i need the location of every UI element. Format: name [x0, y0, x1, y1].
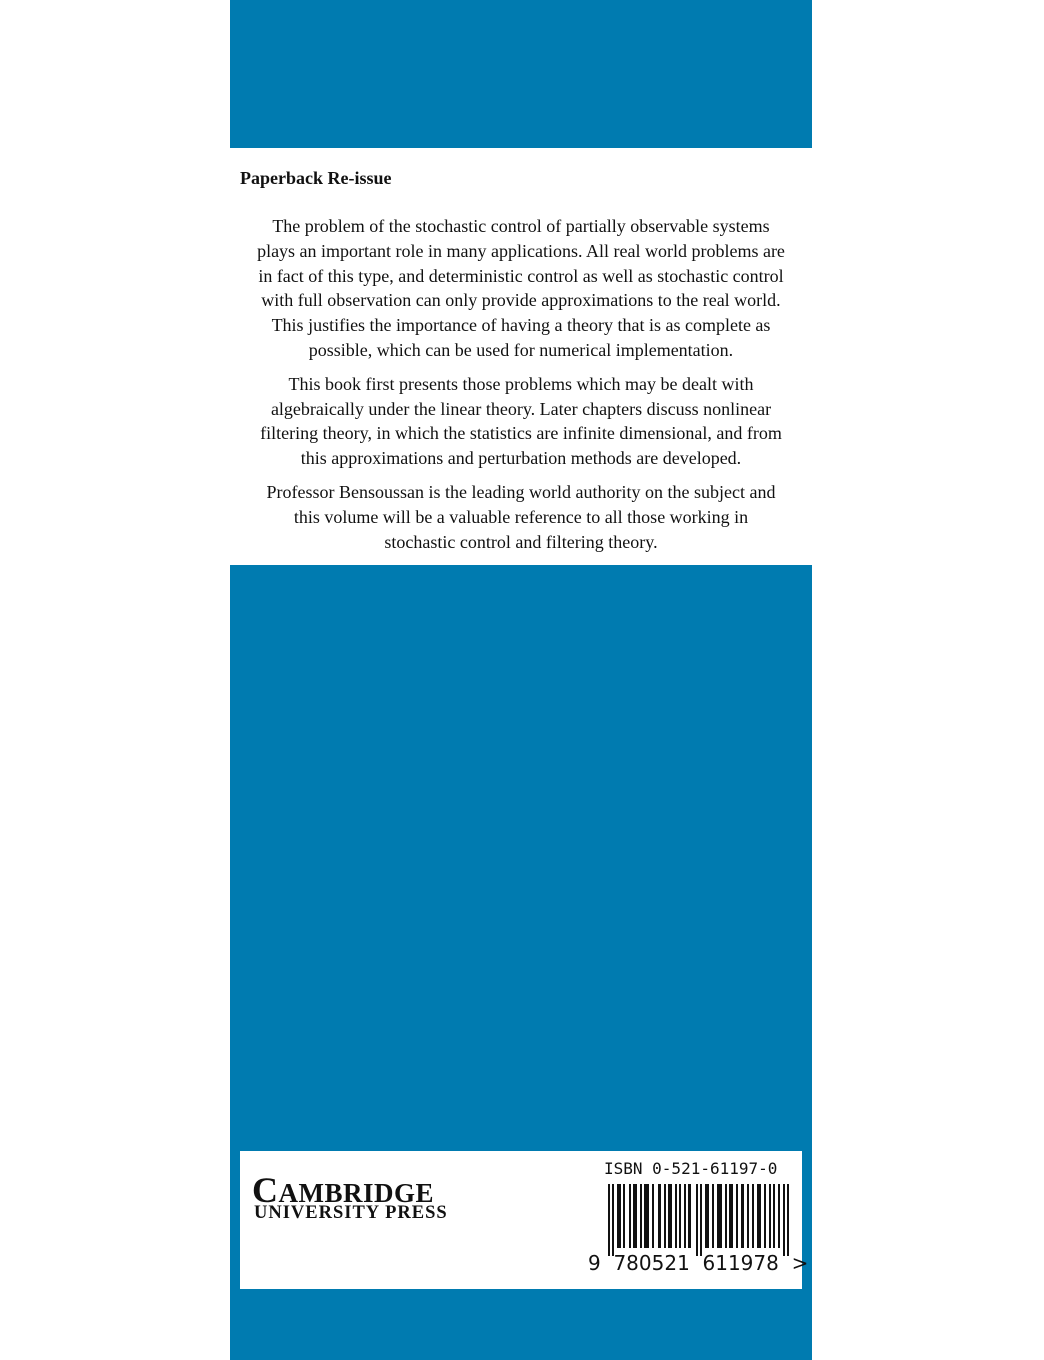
barcode-digits: 9 780521 611978 >	[588, 1251, 809, 1275]
isbn-label: ISBN 0-521-61197-0	[604, 1159, 778, 1178]
reissue-heading: Paperback Re-issue	[240, 168, 392, 188]
barcode-icon	[608, 1184, 798, 1256]
blurb-paragraph-2: This book first presents those problems which may be dealt with algebraically under the linear theory. Later chapters discuss nonlinear filtering theory, in which the statistics are infinite dimensional, and from this approximations and perturbation methods are developed.	[260, 373, 782, 469]
bottom-color-band	[230, 565, 812, 1360]
publisher-logo: CAMBRIDGE	[252, 1170, 435, 1210]
publisher-subtitle: UNIVERSITY PRESS	[254, 1203, 448, 1223]
top-color-band	[230, 0, 812, 148]
blurb	[230, 214, 812, 563]
blurb-paragraph-1: The problem of the stochastic control of partially observable systems plays an important role in many applications. All real world problems are in fact of this type, and deterministic control as well as stochastic control with full observation can only provide approximations to the real world. This justifies the importance of having a theory that is as complete as possible, which can be used for numerical implementation.	[257, 216, 785, 360]
publisher-box	[240, 1151, 809, 1289]
book-back-cover	[230, 0, 812, 1360]
blurb-paragraph-3: Professor Bensoussan is the leading world authority on the subject and this volume will be a valuable reference to all those working in stochastic control and filtering theory.	[266, 481, 776, 552]
